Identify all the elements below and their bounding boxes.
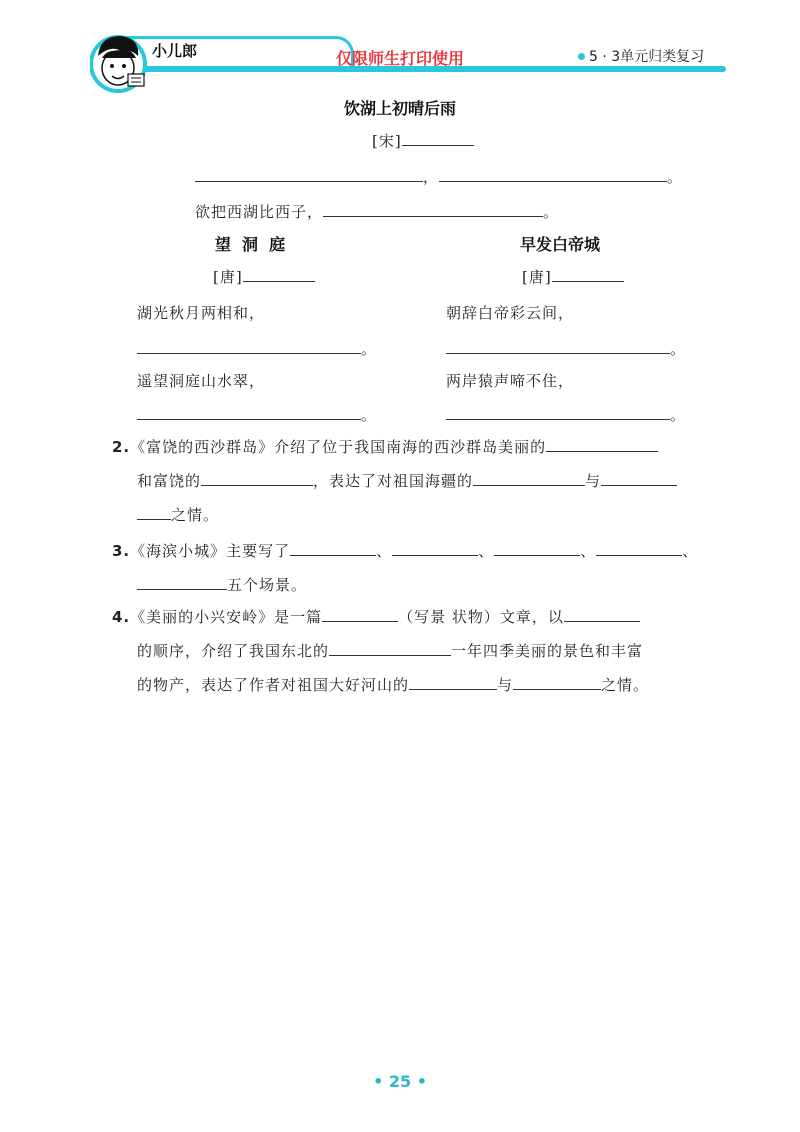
q4-blank-2[interactable] [564, 620, 640, 622]
poem2-line3: 遥望洞庭山水翠， [137, 372, 266, 390]
poem1-comma: ， [423, 168, 440, 186]
q2-blank-2[interactable] [201, 484, 313, 486]
q3-text-2: 五个场景。 [227, 576, 308, 594]
poem3-period-1: 。 [670, 340, 687, 358]
poem2-line2 [137, 338, 377, 359]
q3-blank-1[interactable] [290, 554, 376, 556]
q4-text-4: 一年四季美丽的景色和丰富 [451, 642, 644, 660]
q4-line1 [112, 606, 640, 627]
q2-line2 [137, 470, 677, 491]
q3-sep-3: 、 [580, 542, 597, 560]
q2-line3 [137, 504, 219, 525]
q4-text-3: 的顺序，介绍了我国东北的 [137, 642, 330, 660]
brand-name: 小儿郎 [152, 42, 198, 60]
q2-line1 [112, 436, 658, 457]
poem1-dynasty: [宋] [372, 132, 402, 150]
q4-blank-5[interactable] [513, 688, 601, 690]
poem2-line2-blank[interactable] [137, 352, 361, 354]
poem1-title: 饮湖上初晴后雨 [343, 99, 456, 118]
q2-text-5: 之情。 [171, 506, 220, 524]
q3-blank-5[interactable] [137, 588, 227, 590]
poem3-title: 早发白帝城 [519, 235, 600, 254]
q4-line3 [137, 674, 649, 695]
q3-blank-2[interactable] [392, 554, 478, 556]
q2-text-2: 和富饶的 [137, 472, 202, 490]
poem2-title: 望 洞 庭 [214, 235, 286, 254]
q4-blank-1[interactable] [322, 620, 398, 622]
q3-blank-3[interactable] [494, 554, 580, 556]
q3-number: 3. [112, 542, 131, 560]
poem1-line1-blank-b[interactable] [439, 180, 667, 182]
q4-line2 [137, 640, 643, 661]
q2-blank-3[interactable] [473, 484, 585, 486]
q3-text-1: 《海滨小城》主要写了 [130, 542, 291, 560]
poem3-line4-blank[interactable] [446, 418, 670, 420]
poem1-author-blank[interactable] [402, 144, 474, 146]
q4-blank-4[interactable] [409, 688, 497, 690]
poem1-line2 [195, 201, 559, 222]
poem1-author-line [372, 130, 474, 151]
poem3-period-2: 。 [670, 406, 687, 424]
poem2-line1: 湖光秋月两相和， [137, 304, 266, 322]
poem1-line1-blank-a[interactable] [195, 180, 423, 182]
q3-line1 [112, 540, 698, 561]
poem3-author-blank[interactable] [552, 280, 624, 282]
q2-number: 2. [112, 438, 131, 456]
poem2-line4-blank[interactable] [137, 418, 361, 420]
poem3-line1: 朝辞白帝彩云间， [446, 304, 575, 322]
poem2-period-1: 。 [361, 340, 378, 358]
unit-title-text: 5 · 3单元归类复习 [589, 49, 705, 65]
poem2-author-line [213, 266, 315, 287]
poem1-period-1: 。 [667, 168, 684, 186]
q4-text-6: 与 [497, 676, 514, 694]
q2-text-3: ，表达了对祖国海疆的 [313, 472, 474, 490]
print-notice: 仅限师生打印使用 [335, 49, 464, 68]
q4-blank-3[interactable] [329, 654, 451, 656]
q4-text-7: 之情。 [601, 676, 650, 694]
poem3-line3: 两岸猿声啼不住， [446, 372, 575, 390]
q4-number: 4. [112, 608, 131, 626]
q3-line2 [137, 574, 307, 595]
poem3-dynasty: [唐] [522, 268, 552, 286]
poem2-author-blank[interactable] [243, 280, 315, 282]
q2-blank-4b[interactable] [137, 518, 171, 520]
q2-text-1: 《富饶的西沙群岛》介绍了位于我国南海的西沙群岛美丽的 [130, 438, 547, 456]
poem1-line1 [195, 166, 683, 187]
q3-sep-2: 、 [478, 542, 495, 560]
poem2-line4 [137, 404, 377, 425]
q4-text-1: 《美丽的小兴安岭》是一篇 [130, 608, 323, 626]
q2-blank-4[interactable] [601, 484, 677, 486]
q4-text-5: 的物产，表达了作者对祖国大好河山的 [137, 676, 410, 694]
poem3-line2-blank[interactable] [446, 352, 670, 354]
q3-sep-1: 、 [376, 542, 393, 560]
q4-text-2: （写景 状物）文章，以 [398, 608, 564, 626]
q2-text-4: 与 [585, 472, 602, 490]
poem1-line2-text: 欲把西湖比西子， [195, 203, 324, 221]
unit-title [575, 46, 704, 66]
poem3-line4 [446, 404, 686, 425]
page-number: • 25 • [373, 1072, 427, 1091]
poem2-period-2: 。 [361, 406, 378, 424]
poem3-author-line [522, 266, 624, 287]
poem3-line2 [446, 338, 686, 359]
q2-blank-1[interactable] [546, 450, 658, 452]
poem1-period-2: 。 [543, 203, 560, 221]
poem1-line2-blank[interactable] [323, 215, 543, 217]
q3-sep-4: 、 [682, 542, 699, 560]
q3-blank-4[interactable] [596, 554, 682, 556]
poem2-dynasty: [唐] [213, 268, 243, 286]
